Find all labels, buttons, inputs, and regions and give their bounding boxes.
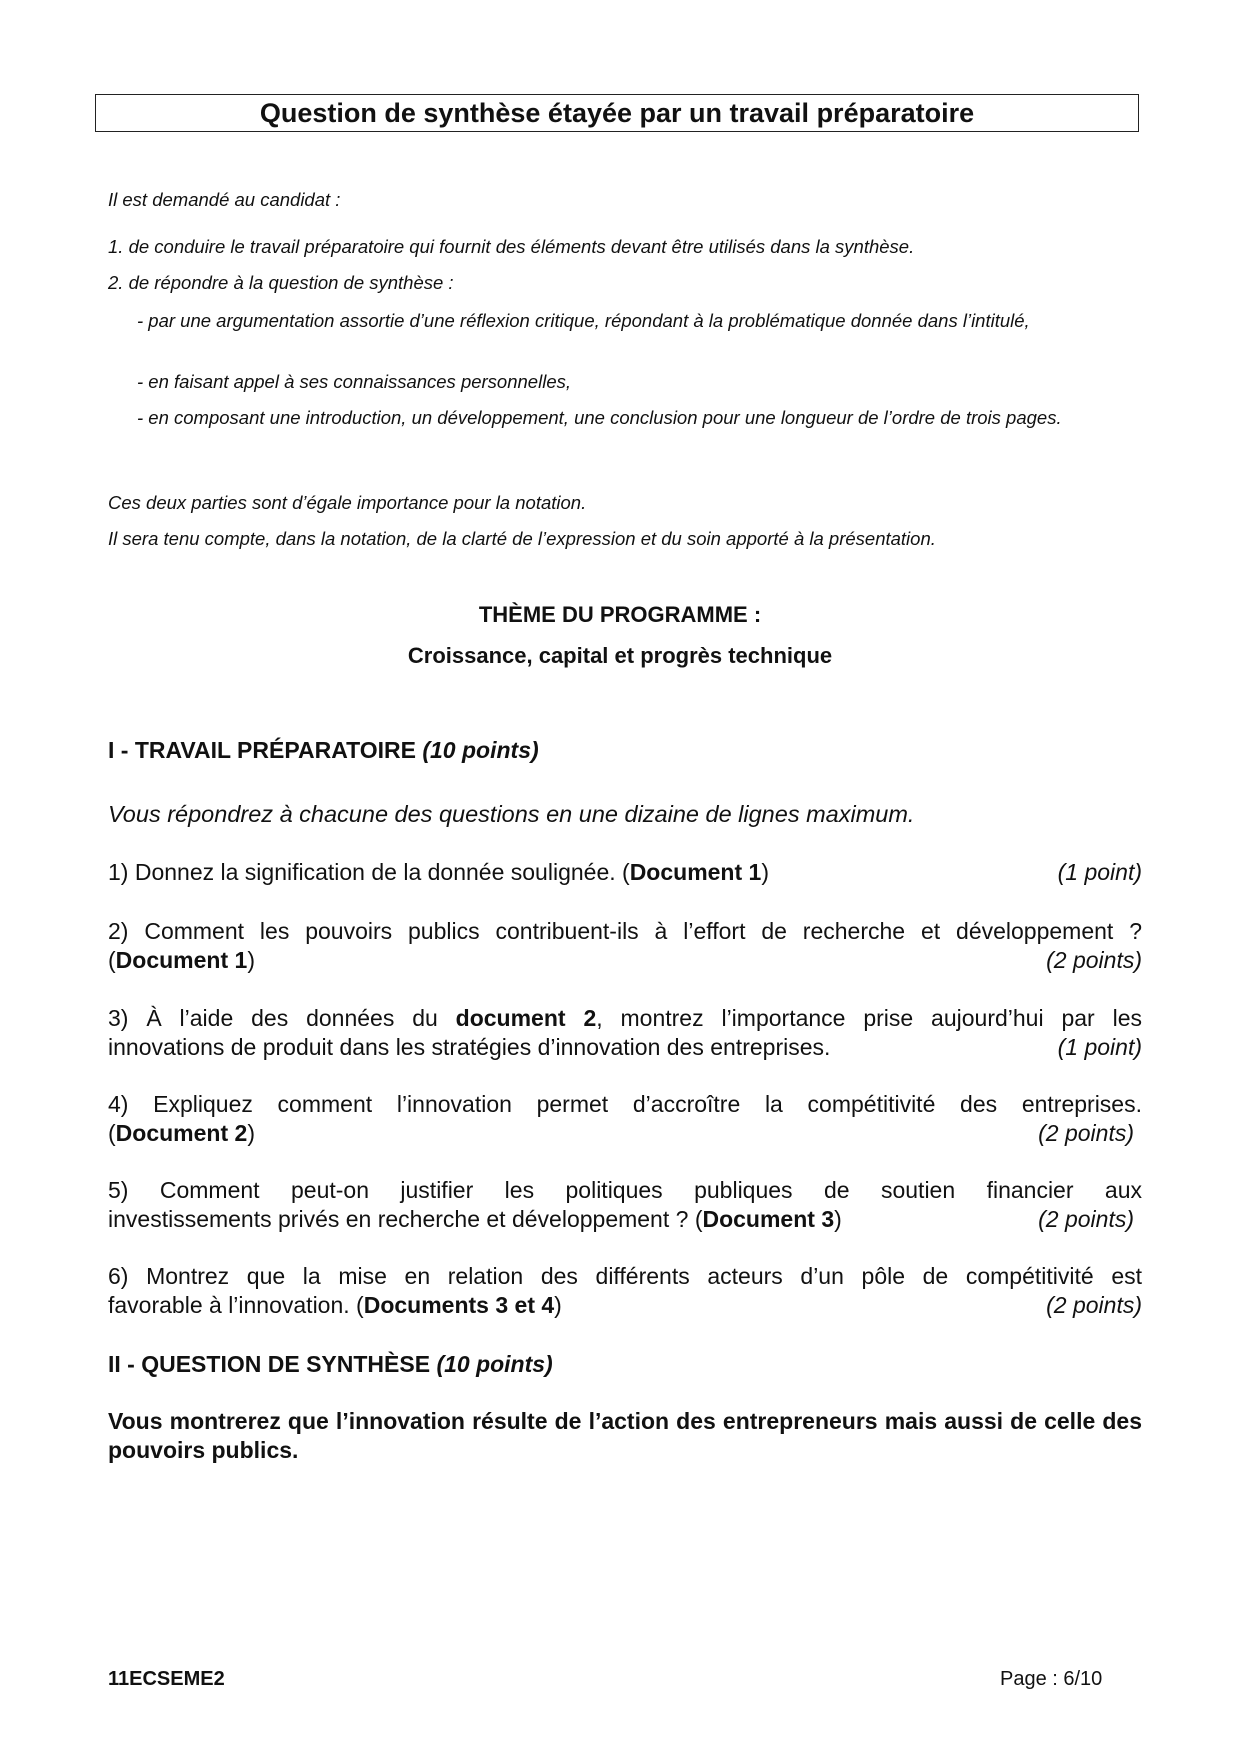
question-4-open: ( [108, 1120, 116, 1146]
question-4 [108, 1090, 1142, 1148]
instruction-item-1: 1. de conduire le travail préparatoire qui fournit des éléments devant être utilisés dans la synthèse. [108, 236, 915, 257]
question-3-line1 [108, 1004, 1142, 1033]
question-4-doc: Document 2 [115, 1120, 248, 1146]
question-6-line1: 6) Montrez que la mise en relation des différents acteurs d’un pôle de compétitivité est [108, 1263, 1142, 1289]
question-3-post: , montrez l’importance prise aujourd’hui par les [596, 1005, 1142, 1031]
question-2-open: ( [108, 947, 116, 973]
question-2-line1: 2) Comment les pouvoirs publics contribuent-ils à l’effort de recherche et développement ? [108, 918, 1142, 944]
question-6-doc: Documents 3 et 4 [363, 1292, 555, 1318]
synthesis-question: Vous montrerez que l’innovation résulte de l’action des entrepreneurs mais aussi de celle des pouvoirs publics. [108, 1408, 1142, 1463]
question-3-points: (1 point) [1057, 1034, 1142, 1060]
question-3 [108, 1004, 1142, 1062]
question-1-close: ) [761, 859, 769, 885]
question-4-ref [108, 1119, 255, 1148]
instruction-item-2: 2. de répondre à la question de synthèse : [108, 272, 454, 293]
question-5-line1: 5) Comment peut-on justifier les politiques publiques de soutien financier aux [108, 1177, 1142, 1203]
part1-points: (10 points) [422, 737, 539, 763]
question-6-line2-text: favorable à l’innovation. ( [108, 1292, 364, 1318]
instruction-note-1: Ces deux parties sont d’égale importance pour la notation. [108, 492, 587, 513]
question-1-doc: Document 1 [629, 859, 762, 885]
footer-code: 11ECSEME2 [108, 1668, 225, 1690]
theme-subject: Croissance, capital et progrès technique [407, 643, 833, 668]
question-2 [108, 917, 1142, 975]
question-2-ref [108, 946, 255, 975]
question-6 [108, 1262, 1142, 1320]
question-2-doc: Document 1 [115, 947, 248, 973]
part2-heading-text: II - QUESTION DE SYNTHÈSE [108, 1351, 431, 1377]
instruction-note-2: Il sera tenu compte, dans la notation, de la clarté de l’expression et du soin apporté à la présentation. [108, 528, 936, 549]
part1-heading [108, 737, 539, 764]
question-3-line2: innovations de produit dans les stratégies d’innovation des entreprises. [108, 1034, 831, 1060]
question-6-close: ) [554, 1292, 562, 1318]
question-5-close: ) [834, 1206, 842, 1232]
page-title [95, 94, 1139, 132]
question-4-close: ) [247, 1120, 255, 1146]
question-6-points: (2 points) [1046, 1292, 1142, 1318]
footer-page-number: Page : 6/10 [1000, 1668, 1103, 1690]
question-5 [108, 1176, 1142, 1234]
question-1 [108, 858, 1142, 887]
question-5-line2-text: investissements privés en recherche et développement ? ( [108, 1206, 703, 1232]
question-5-line2 [108, 1205, 842, 1234]
question-5-points: (2 points) [1038, 1206, 1134, 1232]
theme-label: THÈME DU PROGRAMME : [478, 602, 762, 627]
question-3-pre: 3) À l’aide des données du [108, 1005, 456, 1031]
instruction-bullet-1: - par une argumentation assortie d’une réflexion critique, répondant à la problématique donnée dans l’intitulé, [137, 310, 1030, 331]
question-4-points: (2 points) [1038, 1120, 1134, 1146]
question-4-line1: 4) Expliquez comment l’innovation permet d’accroître la compétitivité des entreprises. [108, 1091, 1142, 1117]
question-1-body [108, 858, 769, 887]
part1-lead: Vous répondrez à chacune des questions en une dizaine de lignes maximum. [108, 801, 915, 827]
question-6-line2 [108, 1291, 562, 1320]
question-3-doc: document 2 [455, 1005, 597, 1031]
page-title-text: Question de synthèse étayée par un travail préparatoire [259, 97, 975, 128]
instruction-bullet-2: - en faisant appel à ses connaissances personnelles, [137, 371, 571, 392]
instructions-intro: Il est demandé au candidat : [108, 189, 341, 210]
part1-heading-text: I - TRAVAIL PRÉPARATOIRE [108, 737, 416, 763]
question-2-close: ) [247, 947, 255, 973]
question-1-text: 1) Donnez la signification de la donnée soulignée. ( [108, 859, 630, 885]
instruction-bullet-3: - en composant une introduction, un développement, une conclusion pour une longueur de l’ordre de trois pages. [137, 407, 1062, 428]
question-1-points: (1 point) [1057, 859, 1142, 885]
part2-points: (10 points) [436, 1351, 553, 1377]
question-2-points: (2 points) [1046, 947, 1142, 973]
part2-heading [108, 1351, 553, 1378]
question-5-doc: Document 3 [702, 1206, 835, 1232]
